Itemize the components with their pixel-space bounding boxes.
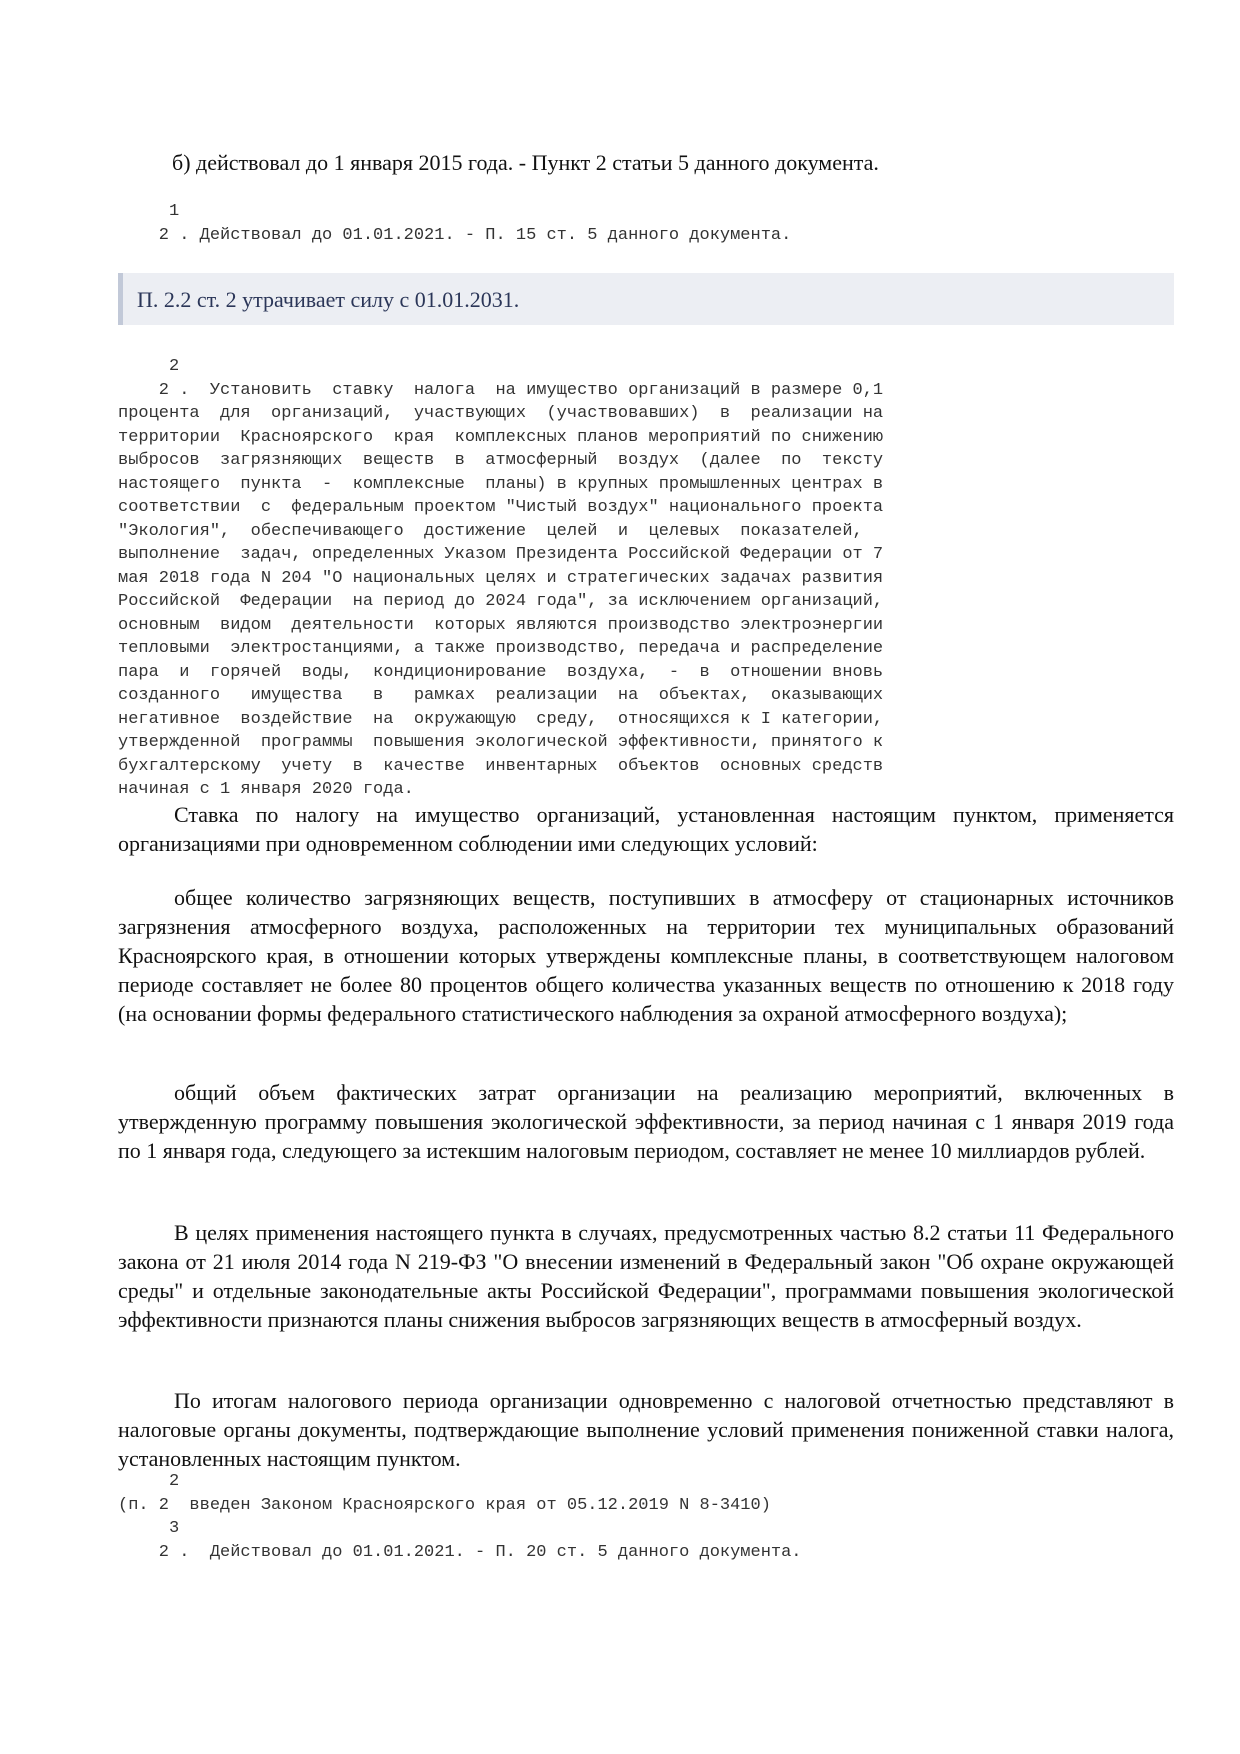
- paragraph-federal-law-reference: В целях применения настоящего пункта в случаях, предусмотренных частью 8.2 статьи 11 Федерального закона от 21 июля 2014 года N 219-ФЗ "О внесении изменений в Федеральный закон "Об охране окружающей среды" и отдельные законодательные акты Российской Федерации", программами повышения экологической эффективности признаются планы снижения выбросов загрязняющих веществ в атмосферный воздух.: [118, 1220, 1174, 1332]
- validity-notice-banner: [118, 273, 1174, 325]
- paragraph-condition-costs: общий объем фактических затрат организации на реализацию мероприятий, включенных в утвержденную программу повышения экологической эффективности, за период начиная с 1 января 2019 года по 1 января года, следующего за истекшим налоговым периодом, составляет не менее 10 миллиардов рублей.: [118, 1080, 1174, 1163]
- validity-notice-text: П. 2.2 ст. 2 утрачивает силу с 01.01.2031.: [137, 287, 520, 312]
- source-and-expiry-notes: 2 (п. 2 введен Законом Красноярского края от 05.12.2019 N 8-3410) 3 2 . Действовал до 01.01.2021. - П. 20 ст. 5 данного документа.: [118, 1472, 802, 1562]
- expired-note-2-1: 1 2 . Действовал до 01.01.2021. - П. 15 ст. 5 данного документа.: [158, 202, 792, 245]
- paragraph-reporting-requirement: По итогам налогового периода организации одновременно с налоговой отчетностью представляют в налоговые органы документы, подтверждающие выполнение условий применения пониженной ставки налога, установленных настоящим пунктом.: [118, 1388, 1174, 1471]
- paragraph-condition-emissions: общее количество загрязняющих веществ, поступивших в атмосферу от стационарных источников загрязнения атмосферного воздуха, расположенных на территории тех муниципальных образований Красноярского края, в отношении которых утверждены комплексные планы, в соответствующем налоговом периоде составляет не более 80 процентов общего количества указанных веществ по отношению к 2018 году (на основании формы федерального статистического наблюдения за охраной атмосферного воздуха);: [118, 885, 1174, 1026]
- paragraph-conditions-intro: Ставка по налогу на имущество организаций, установленная настоящим пунктом, применяется организациями при одновременном соблюдении ими следующих условий:: [118, 802, 1174, 856]
- clause-2-2-preformatted: 2 2 . Установить ставку налога на имущество организаций в размере 0,1 процента для организаций, участвующих (участвовавших) в реализации на территории Красноярского края комплексных планов мероприятий по снижению выбросов загрязняющих веществ в атмосферный воздух (далее по тексту настоящего пункта - комплексные планы) в крупных промышленных центрах в соответствии с федеральным проектом "Чистый воздух" национального проекта "Экология", обеспечивающего достижение целей и целевых показателей, выполнение задач, определенных Указом Президента Российской Федерации от 7 мая 2018 года N 204 "О национальных целях и стратегических задачах развития Российской Федерации на период до 2024 года", за исключением организаций, основным видом деятельности которых являются производство электроэнергии тепловыми электростанциями, а также производство, передача и распределение пара и горячей воды, кондиционирование воздуха, - в отношении вновь созданного имущества в рамках реализации на объектах, оказывающих негативное воздействие на окружающую среду, относящихся к I категории, утвержденной программы повышения экологической эффективности, принятого к бухгалтерскому учету в качестве инвентарных объектов основных средств начиная с 1 января 2020 года.: [118, 357, 884, 799]
- paragraph-expired-b: б) действовал до 1 января 2015 года. - Пункт 2 статьи 5 данного документа.: [172, 150, 879, 175]
